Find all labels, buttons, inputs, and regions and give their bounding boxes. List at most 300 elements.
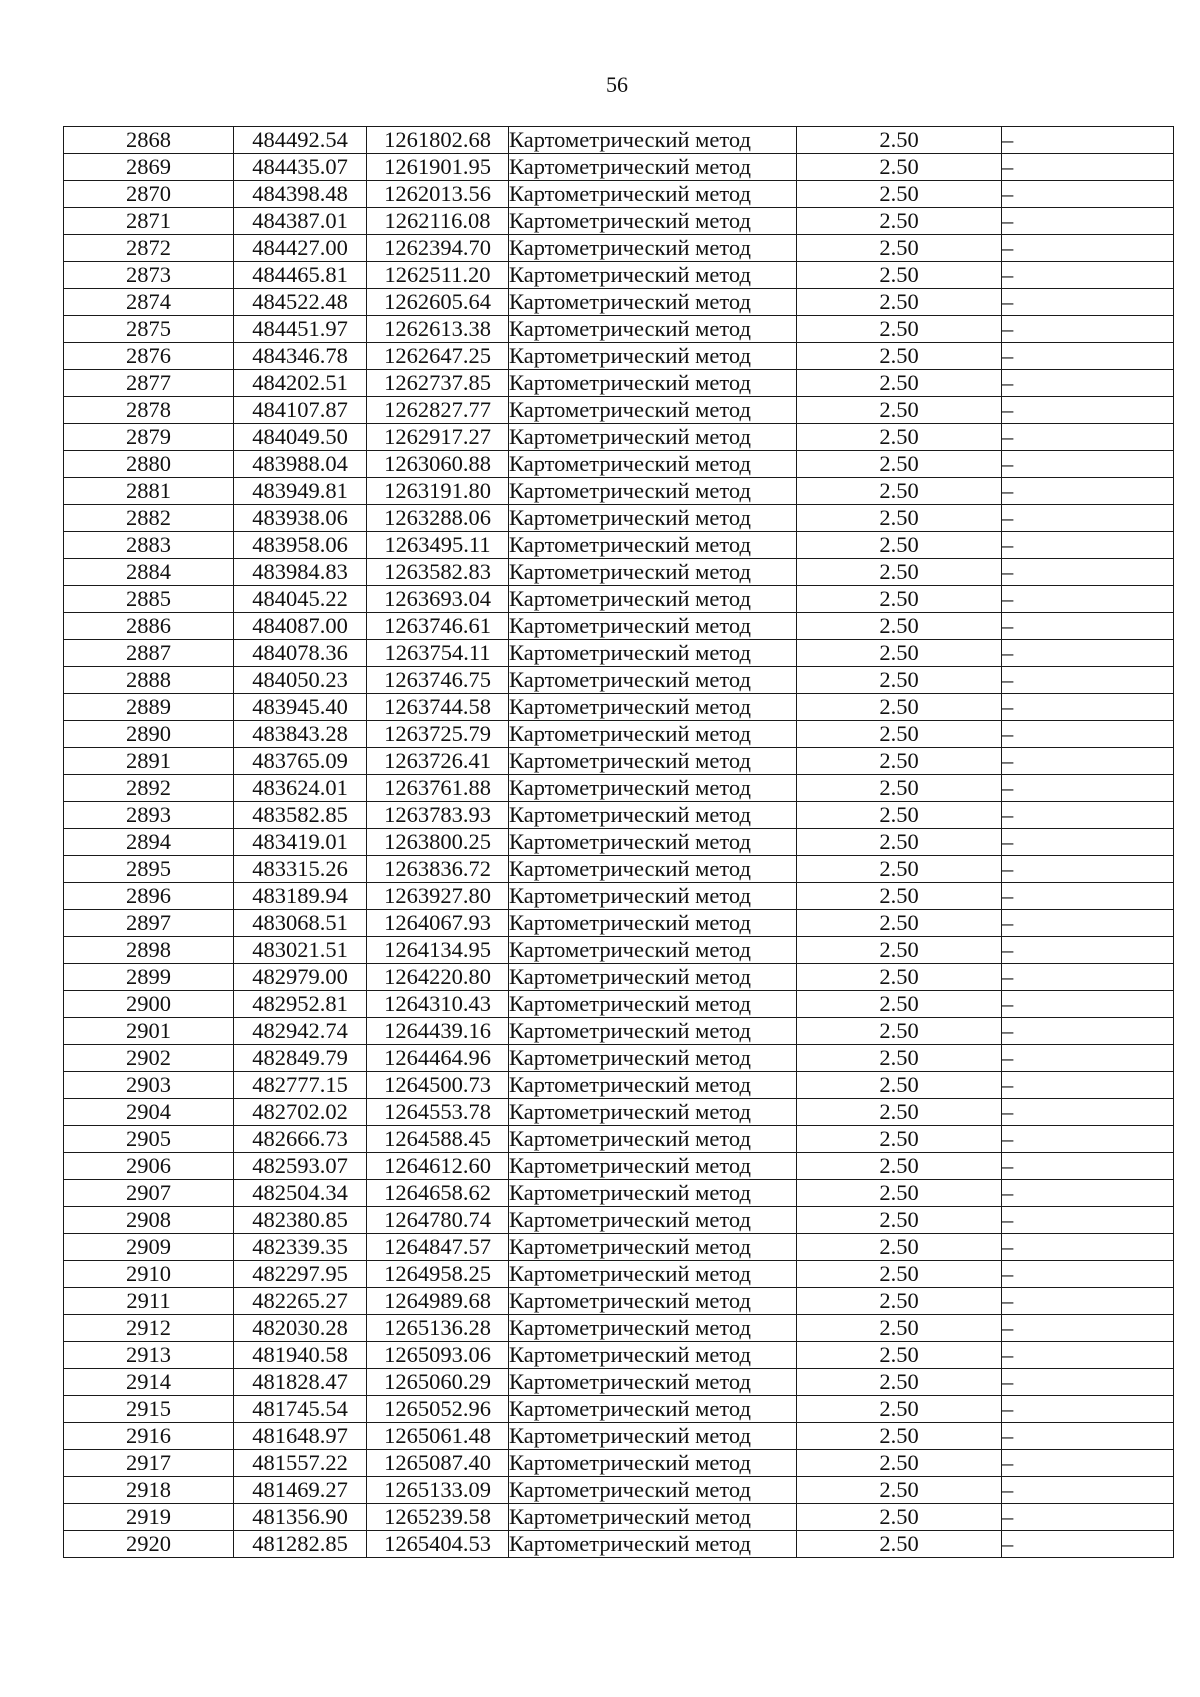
method-cell: Картометрический метод (509, 991, 797, 1018)
note-cell: – (1002, 829, 1174, 856)
method-cell: Картометрический метод (509, 1315, 797, 1342)
point-number-cell: 2888 (64, 667, 234, 694)
point-number-cell: 2889 (64, 694, 234, 721)
accuracy-cell: 2.50 (797, 1180, 1002, 1207)
note-cell: – (1002, 181, 1174, 208)
accuracy-cell: 2.50 (797, 262, 1002, 289)
point-number-cell: 2894 (64, 829, 234, 856)
y-coordinate-cell: 1265087.40 (367, 1450, 509, 1477)
note-cell: – (1002, 154, 1174, 181)
table-row (64, 1180, 1174, 1207)
method-cell: Картометрический метод (509, 1234, 797, 1261)
method-cell: Картометрический метод (509, 1504, 797, 1531)
table-row (64, 1126, 1174, 1153)
coordinates-table (63, 126, 1174, 1558)
x-coordinate-cell: 483315.26 (234, 856, 367, 883)
x-coordinate-cell: 481469.27 (234, 1477, 367, 1504)
x-coordinate-cell: 484346.78 (234, 343, 367, 370)
method-cell: Картометрический метод (509, 694, 797, 721)
y-coordinate-cell: 1264588.45 (367, 1126, 509, 1153)
note-cell: – (1002, 1504, 1174, 1531)
method-cell: Картометрический метод (509, 424, 797, 451)
note-cell: – (1002, 1126, 1174, 1153)
point-number-cell: 2883 (64, 532, 234, 559)
accuracy-cell: 2.50 (797, 991, 1002, 1018)
point-number-cell: 2911 (64, 1288, 234, 1315)
method-cell: Картометрический метод (509, 640, 797, 667)
point-number-cell: 2887 (64, 640, 234, 667)
point-number-cell: 2904 (64, 1099, 234, 1126)
point-number-cell: 2879 (64, 424, 234, 451)
accuracy-cell: 2.50 (797, 1396, 1002, 1423)
note-cell: – (1002, 1369, 1174, 1396)
table-row (64, 316, 1174, 343)
x-coordinate-cell: 482339.35 (234, 1234, 367, 1261)
method-cell: Картометрический метод (509, 127, 797, 154)
note-cell: – (1002, 964, 1174, 991)
method-cell: Картометрический метод (509, 1180, 797, 1207)
point-number-cell: 2900 (64, 991, 234, 1018)
table-row (64, 1315, 1174, 1342)
accuracy-cell: 2.50 (797, 1423, 1002, 1450)
note-cell: – (1002, 1234, 1174, 1261)
table-row (64, 127, 1174, 154)
y-coordinate-cell: 1265404.53 (367, 1531, 509, 1558)
method-cell: Картометрический метод (509, 1099, 797, 1126)
note-cell: – (1002, 721, 1174, 748)
x-coordinate-cell: 483938.06 (234, 505, 367, 532)
x-coordinate-cell: 483949.81 (234, 478, 367, 505)
coordinates-table-body (64, 127, 1174, 1558)
accuracy-cell: 2.50 (797, 802, 1002, 829)
table-row (64, 721, 1174, 748)
accuracy-cell: 2.50 (797, 235, 1002, 262)
point-number-cell: 2909 (64, 1234, 234, 1261)
point-number-cell: 2880 (64, 451, 234, 478)
y-coordinate-cell: 1263288.06 (367, 505, 509, 532)
table-row (64, 964, 1174, 991)
table-row (64, 289, 1174, 316)
y-coordinate-cell: 1263726.41 (367, 748, 509, 775)
point-number-cell: 2890 (64, 721, 234, 748)
y-coordinate-cell: 1264439.16 (367, 1018, 509, 1045)
point-number-cell: 2906 (64, 1153, 234, 1180)
point-number-cell: 2917 (64, 1450, 234, 1477)
point-number-cell: 2902 (64, 1045, 234, 1072)
accuracy-cell: 2.50 (797, 451, 1002, 478)
note-cell: – (1002, 532, 1174, 559)
table-row (64, 802, 1174, 829)
method-cell: Картометрический метод (509, 289, 797, 316)
y-coordinate-cell: 1264220.80 (367, 964, 509, 991)
accuracy-cell: 2.50 (797, 1477, 1002, 1504)
table-row (64, 1369, 1174, 1396)
table-row (64, 1207, 1174, 1234)
note-cell: – (1002, 208, 1174, 235)
method-cell: Картометрический метод (509, 1126, 797, 1153)
table-row (64, 1396, 1174, 1423)
method-cell: Картометрический метод (509, 451, 797, 478)
table-row (64, 1099, 1174, 1126)
x-coordinate-cell: 481940.58 (234, 1342, 367, 1369)
method-cell: Картометрический метод (509, 370, 797, 397)
y-coordinate-cell: 1265060.29 (367, 1369, 509, 1396)
accuracy-cell: 2.50 (797, 1018, 1002, 1045)
x-coordinate-cell: 483419.01 (234, 829, 367, 856)
table-row (64, 424, 1174, 451)
table-row (64, 1153, 1174, 1180)
point-number-cell: 2897 (64, 910, 234, 937)
method-cell: Картометрический метод (509, 559, 797, 586)
accuracy-cell: 2.50 (797, 1315, 1002, 1342)
x-coordinate-cell: 484087.00 (234, 613, 367, 640)
y-coordinate-cell: 1265133.09 (367, 1477, 509, 1504)
y-coordinate-cell: 1264134.95 (367, 937, 509, 964)
accuracy-cell: 2.50 (797, 694, 1002, 721)
note-cell: – (1002, 775, 1174, 802)
note-cell: – (1002, 640, 1174, 667)
note-cell: – (1002, 1207, 1174, 1234)
y-coordinate-cell: 1263927.80 (367, 883, 509, 910)
point-number-cell: 2895 (64, 856, 234, 883)
x-coordinate-cell: 483624.01 (234, 775, 367, 802)
table-row (64, 559, 1174, 586)
method-cell: Картометрический метод (509, 397, 797, 424)
x-coordinate-cell: 483582.85 (234, 802, 367, 829)
accuracy-cell: 2.50 (797, 856, 1002, 883)
method-cell: Картометрический метод (509, 1369, 797, 1396)
point-number-cell: 2886 (64, 613, 234, 640)
accuracy-cell: 2.50 (797, 343, 1002, 370)
y-coordinate-cell: 1263725.79 (367, 721, 509, 748)
point-number-cell: 2912 (64, 1315, 234, 1342)
y-coordinate-cell: 1265061.48 (367, 1423, 509, 1450)
table-row (64, 397, 1174, 424)
table-row (64, 262, 1174, 289)
method-cell: Картометрический метод (509, 775, 797, 802)
x-coordinate-cell: 484451.97 (234, 316, 367, 343)
note-cell: – (1002, 289, 1174, 316)
method-cell: Картометрический метод (509, 181, 797, 208)
accuracy-cell: 2.50 (797, 1126, 1002, 1153)
accuracy-cell: 2.50 (797, 748, 1002, 775)
accuracy-cell: 2.50 (797, 937, 1002, 964)
accuracy-cell: 2.50 (797, 289, 1002, 316)
point-number-cell: 2896 (64, 883, 234, 910)
y-coordinate-cell: 1263191.80 (367, 478, 509, 505)
y-coordinate-cell: 1263746.61 (367, 613, 509, 640)
point-number-cell: 2871 (64, 208, 234, 235)
method-cell: Картометрический метод (509, 1342, 797, 1369)
y-coordinate-cell: 1264553.78 (367, 1099, 509, 1126)
table-row (64, 1504, 1174, 1531)
method-cell: Картометрический метод (509, 316, 797, 343)
method-cell: Картометрический метод (509, 1045, 797, 1072)
x-coordinate-cell: 484435.07 (234, 154, 367, 181)
accuracy-cell: 2.50 (797, 1369, 1002, 1396)
table-row (64, 694, 1174, 721)
accuracy-cell: 2.50 (797, 910, 1002, 937)
note-cell: – (1002, 1099, 1174, 1126)
note-cell: – (1002, 1342, 1174, 1369)
table-row (64, 910, 1174, 937)
table-row (64, 586, 1174, 613)
note-cell: – (1002, 802, 1174, 829)
y-coordinate-cell: 1263582.83 (367, 559, 509, 586)
method-cell: Картометрический метод (509, 856, 797, 883)
point-number-cell: 2873 (64, 262, 234, 289)
x-coordinate-cell: 484049.50 (234, 424, 367, 451)
y-coordinate-cell: 1264658.62 (367, 1180, 509, 1207)
table-row (64, 1072, 1174, 1099)
x-coordinate-cell: 482030.28 (234, 1315, 367, 1342)
table-row (64, 1288, 1174, 1315)
note-cell: – (1002, 883, 1174, 910)
method-cell: Картометрический метод (509, 1261, 797, 1288)
x-coordinate-cell: 482265.27 (234, 1288, 367, 1315)
y-coordinate-cell: 1264958.25 (367, 1261, 509, 1288)
y-coordinate-cell: 1262827.77 (367, 397, 509, 424)
table-row (64, 1261, 1174, 1288)
note-cell: – (1002, 1261, 1174, 1288)
x-coordinate-cell: 481648.97 (234, 1423, 367, 1450)
table-row (64, 937, 1174, 964)
table-row (64, 1234, 1174, 1261)
method-cell: Картометрический метод (509, 1423, 797, 1450)
accuracy-cell: 2.50 (797, 1099, 1002, 1126)
point-number-cell: 2893 (64, 802, 234, 829)
method-cell: Картометрический метод (509, 235, 797, 262)
x-coordinate-cell: 484050.23 (234, 667, 367, 694)
table-row (64, 1018, 1174, 1045)
y-coordinate-cell: 1264612.60 (367, 1153, 509, 1180)
table-row (64, 451, 1174, 478)
method-cell: Картометрический метод (509, 667, 797, 694)
table-row (64, 208, 1174, 235)
note-cell: – (1002, 127, 1174, 154)
note-cell: – (1002, 910, 1174, 937)
note-cell: – (1002, 586, 1174, 613)
y-coordinate-cell: 1262511.20 (367, 262, 509, 289)
x-coordinate-cell: 483843.28 (234, 721, 367, 748)
accuracy-cell: 2.50 (797, 154, 1002, 181)
y-coordinate-cell: 1265093.06 (367, 1342, 509, 1369)
accuracy-cell: 2.50 (797, 181, 1002, 208)
table-row (64, 748, 1174, 775)
note-cell: – (1002, 1072, 1174, 1099)
accuracy-cell: 2.50 (797, 1207, 1002, 1234)
y-coordinate-cell: 1262116.08 (367, 208, 509, 235)
point-number-cell: 2918 (64, 1477, 234, 1504)
table-row (64, 991, 1174, 1018)
note-cell: – (1002, 1315, 1174, 1342)
table-row (64, 181, 1174, 208)
table-row (64, 1531, 1174, 1558)
y-coordinate-cell: 1263800.25 (367, 829, 509, 856)
accuracy-cell: 2.50 (797, 1531, 1002, 1558)
accuracy-cell: 2.50 (797, 397, 1002, 424)
x-coordinate-cell: 484398.48 (234, 181, 367, 208)
accuracy-cell: 2.50 (797, 1288, 1002, 1315)
x-coordinate-cell: 482504.34 (234, 1180, 367, 1207)
point-number-cell: 2876 (64, 343, 234, 370)
accuracy-cell: 2.50 (797, 208, 1002, 235)
accuracy-cell: 2.50 (797, 316, 1002, 343)
y-coordinate-cell: 1265239.58 (367, 1504, 509, 1531)
y-coordinate-cell: 1261901.95 (367, 154, 509, 181)
table-row (64, 883, 1174, 910)
note-cell: – (1002, 1531, 1174, 1558)
y-coordinate-cell: 1261802.68 (367, 127, 509, 154)
point-number-cell: 2869 (64, 154, 234, 181)
table-row (64, 775, 1174, 802)
method-cell: Картометрический метод (509, 154, 797, 181)
x-coordinate-cell: 481356.90 (234, 1504, 367, 1531)
point-number-cell: 2907 (64, 1180, 234, 1207)
table-row (64, 235, 1174, 262)
point-number-cell: 2892 (64, 775, 234, 802)
y-coordinate-cell: 1264464.96 (367, 1045, 509, 1072)
note-cell: – (1002, 856, 1174, 883)
table-row (64, 856, 1174, 883)
y-coordinate-cell: 1264780.74 (367, 1207, 509, 1234)
method-cell: Картометрический метод (509, 1531, 797, 1558)
table-row (64, 370, 1174, 397)
note-cell: – (1002, 1396, 1174, 1423)
x-coordinate-cell: 481745.54 (234, 1396, 367, 1423)
table-row (64, 154, 1174, 181)
accuracy-cell: 2.50 (797, 1450, 1002, 1477)
table-row (64, 478, 1174, 505)
point-number-cell: 2899 (64, 964, 234, 991)
method-cell: Картометрический метод (509, 505, 797, 532)
x-coordinate-cell: 482952.81 (234, 991, 367, 1018)
accuracy-cell: 2.50 (797, 127, 1002, 154)
point-number-cell: 2914 (64, 1369, 234, 1396)
note-cell: – (1002, 991, 1174, 1018)
point-number-cell: 2872 (64, 235, 234, 262)
y-coordinate-cell: 1264310.43 (367, 991, 509, 1018)
x-coordinate-cell: 483945.40 (234, 694, 367, 721)
method-cell: Картометрический метод (509, 721, 797, 748)
method-cell: Картометрический метод (509, 262, 797, 289)
note-cell: – (1002, 424, 1174, 451)
method-cell: Картометрический метод (509, 208, 797, 235)
point-number-cell: 2891 (64, 748, 234, 775)
table-row (64, 667, 1174, 694)
x-coordinate-cell: 482666.73 (234, 1126, 367, 1153)
accuracy-cell: 2.50 (797, 1342, 1002, 1369)
method-cell: Картометрический метод (509, 748, 797, 775)
note-cell: – (1002, 1180, 1174, 1207)
point-number-cell: 2875 (64, 316, 234, 343)
method-cell: Картометрический метод (509, 1288, 797, 1315)
accuracy-cell: 2.50 (797, 964, 1002, 991)
y-coordinate-cell: 1265052.96 (367, 1396, 509, 1423)
y-coordinate-cell: 1263060.88 (367, 451, 509, 478)
accuracy-cell: 2.50 (797, 613, 1002, 640)
accuracy-cell: 2.50 (797, 424, 1002, 451)
method-cell: Картометрический метод (509, 586, 797, 613)
note-cell: – (1002, 370, 1174, 397)
point-number-cell: 2898 (64, 937, 234, 964)
y-coordinate-cell: 1262917.27 (367, 424, 509, 451)
method-cell: Картометрический метод (509, 613, 797, 640)
accuracy-cell: 2.50 (797, 1234, 1002, 1261)
y-coordinate-cell: 1263754.11 (367, 640, 509, 667)
x-coordinate-cell: 484202.51 (234, 370, 367, 397)
note-cell: – (1002, 1423, 1174, 1450)
x-coordinate-cell: 484427.00 (234, 235, 367, 262)
x-coordinate-cell: 481557.22 (234, 1450, 367, 1477)
note-cell: – (1002, 937, 1174, 964)
point-number-cell: 2905 (64, 1126, 234, 1153)
note-cell: – (1002, 451, 1174, 478)
x-coordinate-cell: 484522.48 (234, 289, 367, 316)
x-coordinate-cell: 482942.74 (234, 1018, 367, 1045)
accuracy-cell: 2.50 (797, 1045, 1002, 1072)
method-cell: Картометрический метод (509, 937, 797, 964)
y-coordinate-cell: 1262605.64 (367, 289, 509, 316)
note-cell: – (1002, 613, 1174, 640)
note-cell: – (1002, 505, 1174, 532)
y-coordinate-cell: 1262013.56 (367, 181, 509, 208)
page-number: 56 (606, 72, 628, 97)
note-cell: – (1002, 1288, 1174, 1315)
x-coordinate-cell: 484465.81 (234, 262, 367, 289)
x-coordinate-cell: 483068.51 (234, 910, 367, 937)
x-coordinate-cell: 482777.15 (234, 1072, 367, 1099)
accuracy-cell: 2.50 (797, 829, 1002, 856)
table-row (64, 613, 1174, 640)
method-cell: Картометрический метод (509, 343, 797, 370)
x-coordinate-cell: 483988.04 (234, 451, 367, 478)
x-coordinate-cell: 482380.85 (234, 1207, 367, 1234)
y-coordinate-cell: 1265136.28 (367, 1315, 509, 1342)
point-number-cell: 2877 (64, 370, 234, 397)
point-number-cell: 2920 (64, 1531, 234, 1558)
x-coordinate-cell: 481828.47 (234, 1369, 367, 1396)
table-row (64, 1450, 1174, 1477)
point-number-cell: 2868 (64, 127, 234, 154)
y-coordinate-cell: 1262737.85 (367, 370, 509, 397)
note-cell: – (1002, 1045, 1174, 1072)
y-coordinate-cell: 1264847.57 (367, 1234, 509, 1261)
point-number-cell: 2901 (64, 1018, 234, 1045)
note-cell: – (1002, 748, 1174, 775)
note-cell: – (1002, 262, 1174, 289)
accuracy-cell: 2.50 (797, 1261, 1002, 1288)
table-row (64, 829, 1174, 856)
note-cell: – (1002, 1477, 1174, 1504)
table-row (64, 343, 1174, 370)
y-coordinate-cell: 1262613.38 (367, 316, 509, 343)
method-cell: Картометрический метод (509, 1072, 797, 1099)
x-coordinate-cell: 483984.83 (234, 559, 367, 586)
point-number-cell: 2884 (64, 559, 234, 586)
x-coordinate-cell: 483021.51 (234, 937, 367, 964)
accuracy-cell: 2.50 (797, 667, 1002, 694)
accuracy-cell: 2.50 (797, 721, 1002, 748)
method-cell: Картометрический метод (509, 532, 797, 559)
method-cell: Картометрический метод (509, 802, 797, 829)
accuracy-cell: 2.50 (797, 775, 1002, 802)
y-coordinate-cell: 1264500.73 (367, 1072, 509, 1099)
accuracy-cell: 2.50 (797, 1153, 1002, 1180)
y-coordinate-cell: 1263836.72 (367, 856, 509, 883)
y-coordinate-cell: 1263783.93 (367, 802, 509, 829)
x-coordinate-cell: 482593.07 (234, 1153, 367, 1180)
